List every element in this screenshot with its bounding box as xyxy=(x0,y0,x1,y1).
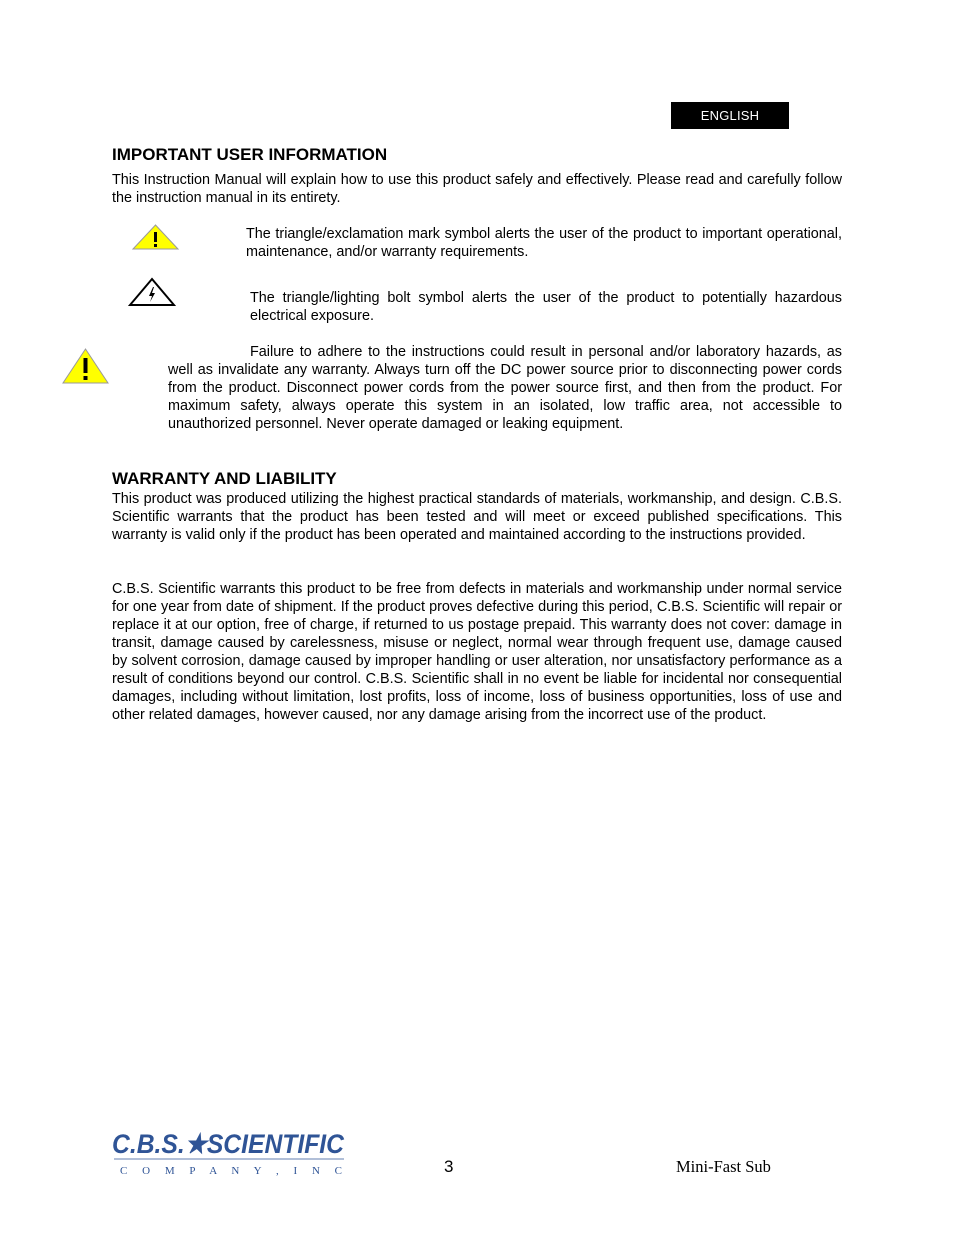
bolt-note: The triangle/lighting bolt symbol alerts the user of the product to potentially hazardous electrical exposure. xyxy=(250,290,842,324)
failure-warning: Failure to adhere to the instructions could result in personal and/or laboratory hazards, as well as invalidate any warranty. Always turn off the DC power source prior to disconnecting power cords from the product. Disconnect power cords from the power source first, and then from the product. For maximum safety, always operate this system in an isolated, low traffic area, not accessible to unauthorized personnel. Never operate damaged or leaking equipment. xyxy=(168,344,842,432)
page-number: 3 xyxy=(444,1157,454,1176)
section-heading-warranty: WARRANTY AND LIABILITY xyxy=(112,469,337,488)
warranty-paragraph-1: This product was produced utilizing the highest practical standards of materials, workmanship, and design. C.B.S. Scientific warrants that the product has been tested and will meet or exceed published specifications. This warranty is valid only if the product has been operated and maintained according to the instructions provided. xyxy=(112,491,842,543)
logo-main-text: C.B.S.★SCIENTIFIC xyxy=(112,1129,345,1159)
document-name: Mini-Fast Sub xyxy=(676,1157,771,1176)
warranty-paragraph-2: C.B.S. Scientific warrants this product to be free from defects in materials and workmanship under normal service for one year from date of shipment. If the product proves defective during this period, C.B.S. Scientific will repair or replace it at our option, free of charge, if returned to us postage prepaid. This warranty does not cover: damage in transit, damage caused by carelessness, misuse or neglect, normal wear through frequent use, damage caused by solvent corrosion, damage caused by improper handling or user alteration, nor unsatisfactory performance as a result of conditions beyond our control. C.B.S. Scientific shall in no event be liable for incidental nor consequential damages, including without limitation, lost profits, loss of income, loss of business opportunities, loss of use and other related damages, however caused, nor any damage arising from the incorrect use of the product. xyxy=(112,581,842,723)
lightning-bolt-triangle-icon xyxy=(128,277,176,307)
exclamation-triangle-icon xyxy=(61,347,110,385)
exclamation-note: The triangle/exclamation mark symbol alerts the user of the product to important operational, maintenance, and/or warranty requirements. xyxy=(246,226,842,260)
intro-paragraph: This Instruction Manual will explain how to use this product safely and effectively. Please read and carefully follow the instruction manual in its entirety. xyxy=(112,172,842,206)
company-logo xyxy=(112,1126,347,1178)
language-badge: ENGLISH xyxy=(671,102,789,129)
exclamation-triangle-icon xyxy=(131,223,180,251)
logo-sub-text: C O M P A N Y , I N C xyxy=(120,1165,343,1177)
section-heading-user-information: IMPORTANT USER INFORMATION xyxy=(112,145,388,164)
